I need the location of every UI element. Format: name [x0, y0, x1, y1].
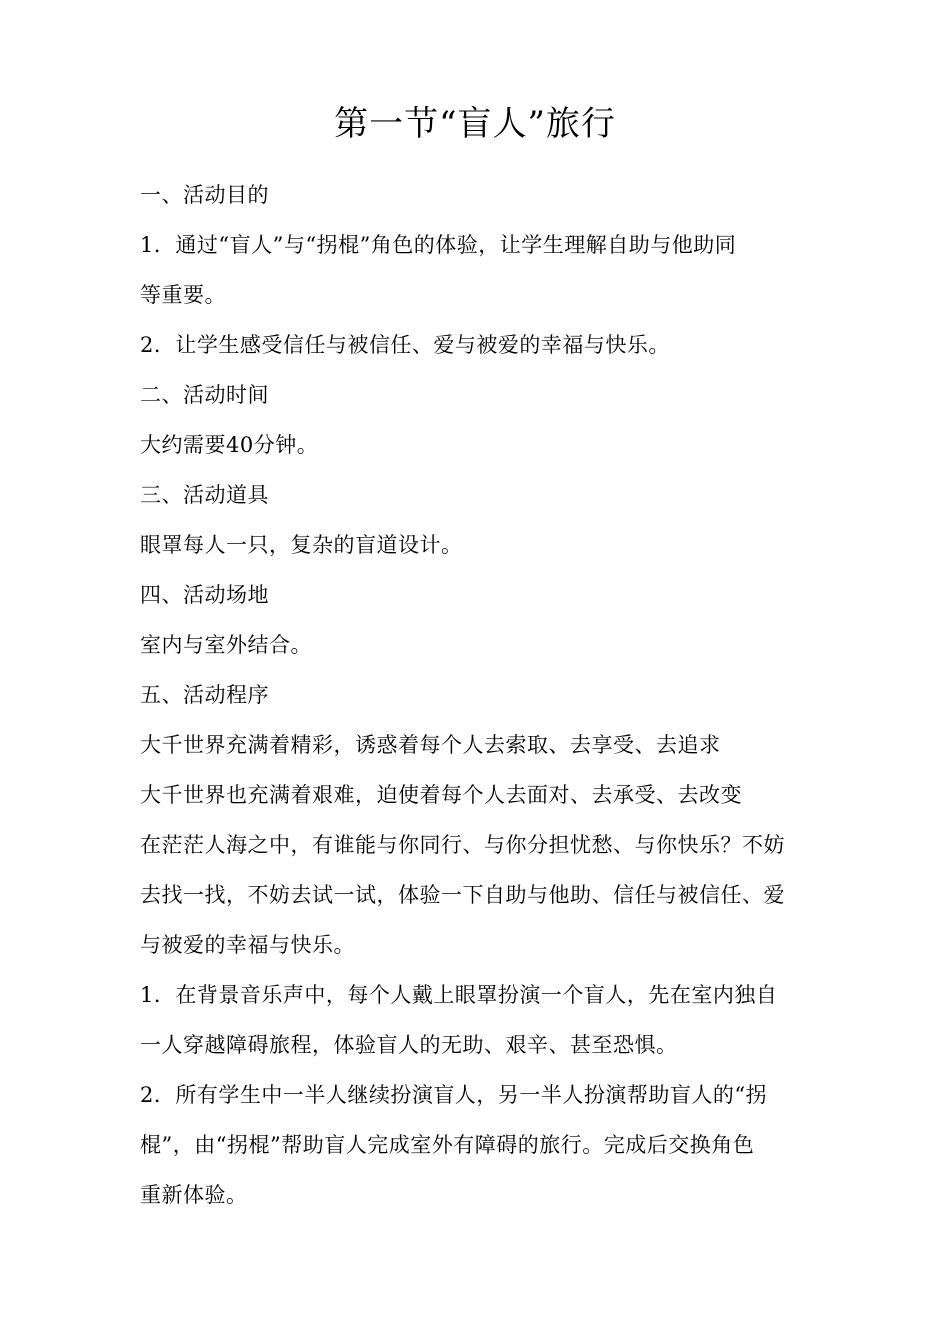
paragraph-line: 重新体验。: [140, 1183, 248, 1207]
paragraph-line: 大约需要40分钟。: [140, 433, 319, 457]
section-heading-time: 二、活动时间: [140, 383, 269, 407]
section-heading-props: 三、活动道具: [140, 483, 269, 507]
page-title: 第一节“盲人”旅行: [334, 104, 616, 144]
document-body: [140, 170, 820, 1220]
paragraph-line: 室内与室外结合。: [140, 633, 312, 657]
paragraph-line: 大千世界充满着精彩，诱惑着每个人去索取、去享受、去追求: [140, 733, 721, 757]
section-heading-purpose: 一、活动目的: [140, 183, 269, 207]
paragraph-line: 眼罩每人一只，复杂的盲道设计。: [140, 533, 463, 557]
paragraph-line: 1．通过“盲人”与“拐棍”角色的体验，让学生理解自助与他助同: [140, 233, 737, 257]
paragraph-line: 2．所有学生中一半人继续扮演盲人，另一半人扮演帮助盲人的“拐: [140, 1083, 768, 1107]
paragraph-line: 在茫茫人海之中，有谁能与你同行、与你分担忧愁、与你快乐？不妨: [140, 833, 785, 857]
paragraph-line: 棍”，由“拐棍”帮助盲人完成室外有障碍的旅行。完成后交换角色: [140, 1133, 755, 1157]
section-heading-procedure: 五、活动程序: [140, 683, 269, 707]
paragraph-line: 2．让学生感受信任与被信任、爱与被爱的幸福与快乐。: [140, 333, 670, 357]
paragraph-line: 与被爱的幸福与快乐。: [140, 933, 355, 957]
paragraph-line: 1．在背景音乐声中，每个人戴上眼罩扮演一个盲人，先在室内独自: [140, 983, 778, 1007]
section-heading-venue: 四、活动场地: [140, 583, 269, 607]
paragraph-line: 等重要。: [140, 283, 226, 307]
paragraph-line: 去找一找，不妨去试一试，体验一下自助与他助、信任与被信任、爱: [140, 883, 785, 907]
paragraph-line: 大千世界也充满着艰难，迫使着每个人去面对、去承受、去改变: [140, 783, 742, 807]
paragraph-line: 一人穿越障碍旅程，体验盲人的无助、艰辛、甚至恐惧。: [140, 1033, 678, 1057]
